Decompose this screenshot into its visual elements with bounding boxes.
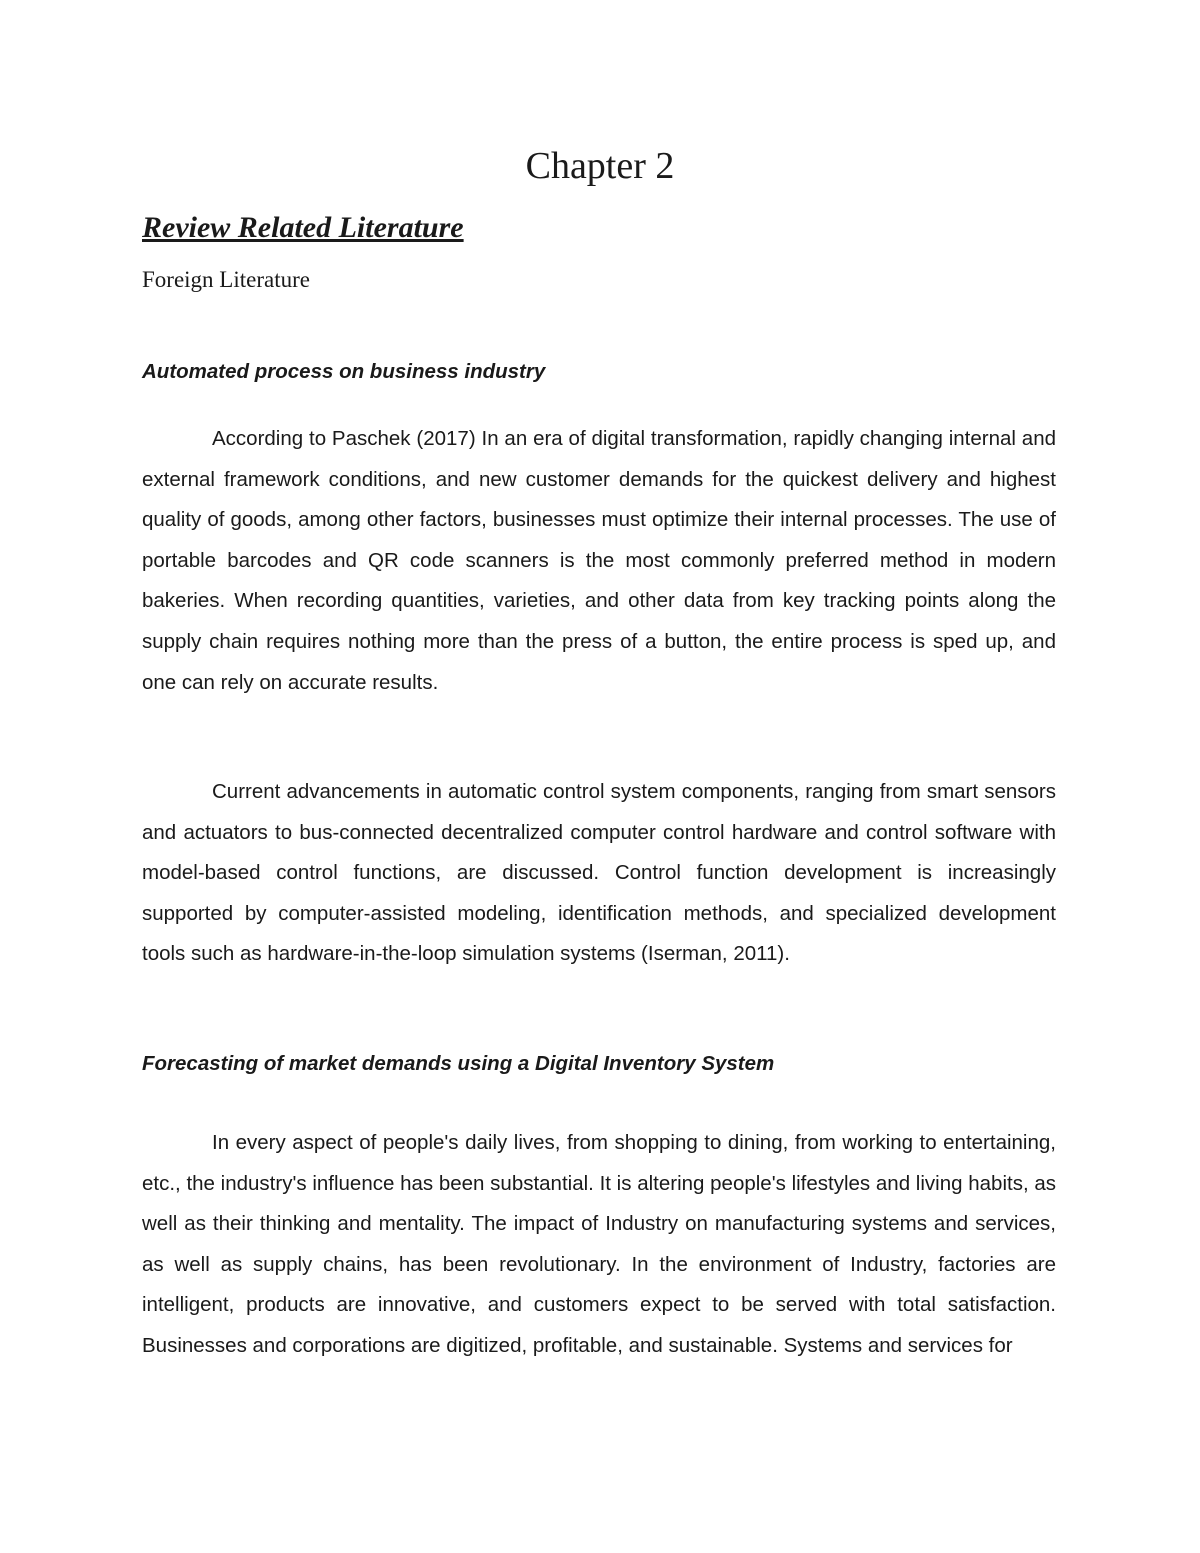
topic-heading-automated-process: Automated process on business industry [142,360,546,383]
subsection-heading: Foreign Literature [142,267,310,292]
chapter-title: Chapter 2 [525,145,675,187]
section-heading: Review Related Literature [142,211,464,244]
topic-heading-forecasting: Forecasting of market demands using a Digital Inventory System [142,1052,775,1075]
paragraph-industry-influence: In every aspect of people's daily lives, from shopping to dining, from working to entertaining, etc., the industry's influence has been substantial. It is altering people's lifestyles and living habits, as well as their thinking and mentality. The impact of Industry on manufacturing systems and services, as well as supply chains, has been revolutionary. In the environment of Industry, factories are intelligent, products are innovative, and customers expect to be served with total satisfaction. Businesses and corporations are digitized, profitable, and sustainable. Systems and services for [142,1131,1056,1357]
paragraph-control-systems: Current advancements in automatic control system components, ranging from smart sensors and actuators to bus-connected decentralized computer control hardware and control software with model-based control functions, are discussed. Control function development is increasingly supported by computer-assisted modeling, identification methods, and specialized development tools such as hardware-in-the-loop simulation systems (Iserman, 2011). [142,780,1056,966]
paragraph-paschek: According to Paschek (2017) In an era of digital transformation, rapidly changing internal and external framework conditions, and new customer demands for the quickest delivery and highest quality of goods, among other factors, businesses must optimize their internal processes. The use of portable barcodes and QR code scanners is the most commonly preferred method in modern bakeries. When recording quantities, varieties, and other data from key tracking points along the supply chain requires nothing more than the press of a button, the entire process is sped up, and one can rely on accurate results. [142,427,1056,694]
